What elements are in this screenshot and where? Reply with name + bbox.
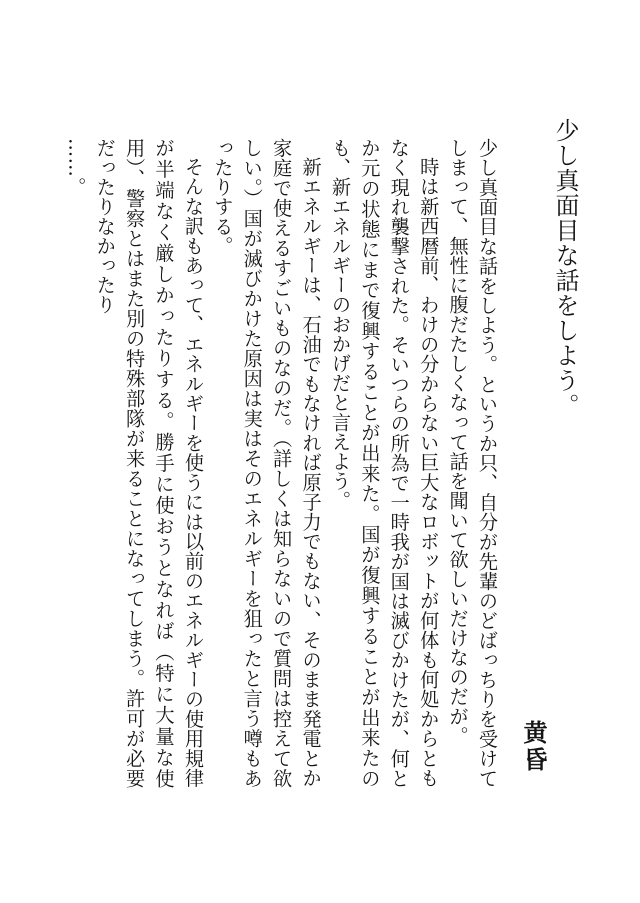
body-paragraph: 新エネルギーは、石油でもなければ原子力でもない、そのまま発電とか家庭で使えるすごいものなのだ。（詳しくは知らないので質問は控えて欲しい。）国が滅びかけた原因は実はそのエネルギーを狙ったと言う噂もあったりする。 — [211, 138, 323, 788]
story-title: 少し真面目な話をしよう。 — [551, 118, 579, 418]
body-paragraph: 時は新西暦前、わけの分からない巨大なロボットが何体も何処からともなく現れ襲撃された。そいつらの所為で一時我が国は滅びかけたが、何とか元の状態にまで復興することが出来た。国が復興することが出来たのも、新エネルギーのおかげだと言えよう。 — [328, 138, 441, 788]
body-paragraph: 少し真面目な話をしよう。というか只、自分が先輩のどばっちりを受けてしまって、無性に腹だたしくなって話を聞いて欲しいだけなのだが。 — [446, 138, 499, 788]
author-name: 黄昏 — [519, 720, 548, 774]
body-paragraph: そんな訳もあって、エネルギーを使うには以前のエネルギーの使用規律が半端なく厳しかったりする。勝手に使おうとなれば（特に大量な使用）、警察とはまた別の特殊部隊が来ることになってしまう。許可が必要だったりなかったり — [93, 138, 205, 788]
story-body — [61, 138, 502, 788]
body-paragraph: ……。 — [64, 138, 88, 197]
